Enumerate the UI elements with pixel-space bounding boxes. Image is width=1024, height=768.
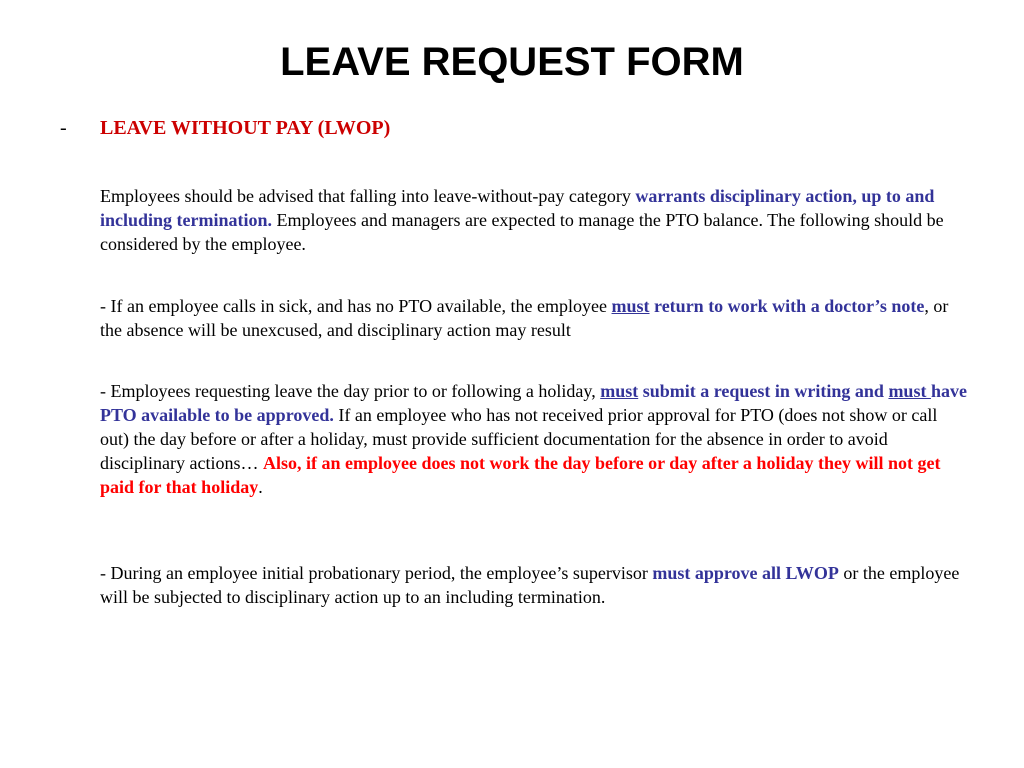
- holiday-paragraph: [100, 379, 970, 499]
- intro-text-2: Employees and managers are expected to manage the PTO balance. The following should be considered by the employee.: [100, 210, 944, 254]
- section-heading: LEAVE WITHOUT PAY (LWOP): [100, 117, 391, 139]
- holiday-text-3: .: [258, 477, 263, 497]
- page-title: LEAVE REQUEST FORM: [280, 40, 744, 84]
- holiday-text-2: If an employee who has not received prior approval for PTO (does not show or call out) the day before or after a holiday, must provide sufficient documentation for the absence in order to avoid disciplinary actions…: [100, 405, 938, 473]
- holiday-emphasis-2: have PTO available to be approved.: [100, 381, 967, 425]
- probation-paragraph: [100, 561, 970, 609]
- intro-text-1: Employees should be advised that falling into leave-without-pay category: [100, 186, 636, 206]
- holiday-must-1: must: [600, 381, 639, 401]
- section-bullet: -: [60, 117, 67, 139]
- probation-emphasis: must approve all LWOP: [652, 563, 839, 583]
- sick-paragraph: [100, 294, 970, 342]
- sick-text-1: - If an employee calls in sick, and has no PTO available, the employee: [100, 296, 612, 316]
- intro-paragraph: [100, 184, 970, 256]
- sick-emphasis: return to work with a doctor’s note: [649, 296, 925, 316]
- probation-text-2: or the employee will be subjected to disciplinary action up to an including termination.: [100, 563, 960, 607]
- holiday-text-1: - Employees requesting leave the day prior to or following a holiday,: [100, 381, 601, 401]
- probation-text-1: - During an employee initial probationary period, the employee’s supervisor: [100, 563, 653, 583]
- holiday-warning: Also, if an employee does not work the day before or day after a holiday they will not get paid for that holiday: [100, 453, 941, 497]
- intro-emphasis: warrants disciplinary action, up to and including termination.: [100, 186, 935, 230]
- sick-must: must: [611, 296, 650, 316]
- holiday-must-2: must: [888, 381, 931, 401]
- sick-text-2: , or the absence will be unexcused, and disciplinary action may result: [100, 296, 949, 340]
- holiday-emphasis-1: submit a request in writing and: [638, 381, 889, 401]
